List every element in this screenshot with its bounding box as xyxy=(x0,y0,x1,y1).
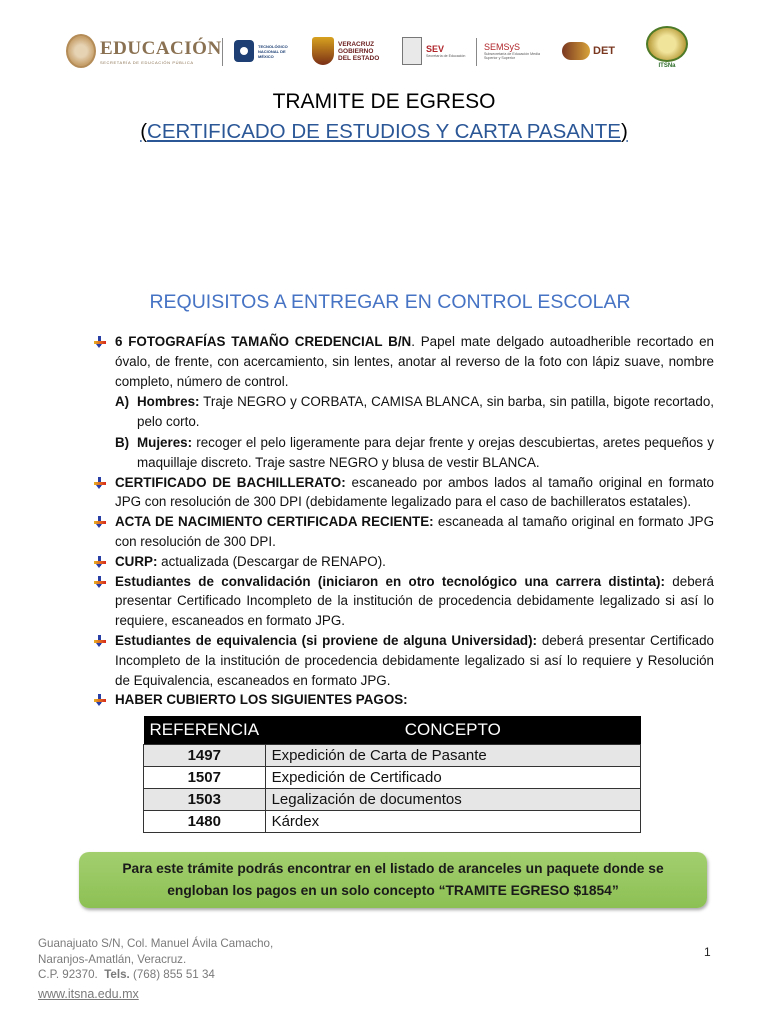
requirement-women-letter: B) xyxy=(115,434,130,450)
phone-number: (768) 855 51 34 xyxy=(132,968,215,981)
phone-label: Tels. xyxy=(104,968,130,981)
column-header-referencia: REFERENCIA xyxy=(144,716,266,745)
document-subtitle xyxy=(0,120,768,144)
requirement-acta-text: escaneada al tamaño original en formato JPG con resolución de 300 DPI. xyxy=(115,514,714,549)
requirement-convalidacion-bold: Estudiantes de convalidación (iniciaron en otro tecnológico una carrera distinta): xyxy=(115,573,665,589)
subtitle-close-paren: ) xyxy=(620,120,628,143)
itsna-logo xyxy=(646,26,688,76)
mexico-seal-icon xyxy=(66,34,96,68)
semsys-logo-text: SEMSyS xyxy=(484,42,521,52)
arrow-bullet-icon xyxy=(94,576,106,588)
requirements-list xyxy=(94,332,714,710)
table-row xyxy=(144,811,641,833)
requirement-men-letter: A) xyxy=(115,394,130,410)
arrow-bullet-icon xyxy=(94,336,106,348)
semsys-logo-subtext: Subsecretaría de Educación Media Superior y Superior xyxy=(484,52,540,60)
itsna-wreath-icon xyxy=(646,26,688,62)
itsna-logo-text: ITSNa xyxy=(658,63,676,69)
requirement-bachillerato xyxy=(94,473,714,513)
requirement-women xyxy=(94,433,714,473)
table-row xyxy=(144,789,641,811)
arrow-bullet-icon xyxy=(94,694,106,706)
requirement-bachillerato-text: escaneado por ambos lados al tamaño original en formato JPG con resolución de 300 DPI (debidamente legalizado para el caso de bachilleratos estatales). xyxy=(115,474,714,510)
requirement-photos xyxy=(94,332,714,391)
det-logo-text: DET xyxy=(593,45,615,57)
requirement-equivalencia-text: deberá presentar Certificado Incompleto de la institución de procedencia debidamente legalizado si así lo requiere y Resolución de Equivalencia, escaneados en formato JPG. xyxy=(115,632,714,688)
section-heading: REQUISITOS A ENTREGAR EN CONTROL ESCOLAR xyxy=(149,291,631,313)
address-line-1: Guanajuato S/N, Col. Manuel Ávila Camacho, xyxy=(38,937,274,950)
footer-address xyxy=(38,936,273,983)
column-header-concepto: CONCEPTO xyxy=(265,716,640,745)
sev-logo xyxy=(402,26,465,76)
det-mark-icon xyxy=(562,42,590,60)
requirement-men-bold: Hombres: xyxy=(137,394,200,410)
tecnm-logo xyxy=(234,26,298,76)
subtitle-open-paren: ( xyxy=(140,120,148,143)
requirement-men xyxy=(94,392,714,432)
callout-line-1: Para este trámite podrás encontrar en el listado de aranceles un paquete donde se xyxy=(122,861,664,876)
fee-concept: Expedición de Certificado xyxy=(265,767,640,789)
fees-table xyxy=(143,716,641,833)
sev-crest-icon xyxy=(402,37,422,65)
fee-reference: 1497 xyxy=(144,745,266,767)
sev-logo-text: SEV xyxy=(426,44,445,54)
table-row xyxy=(144,767,641,789)
requirement-photos-bold: 6 FOTOGRAFÍAS TAMAÑO CREDENCIAL B/N xyxy=(115,334,412,349)
requirement-pagos-bold: HABER CUBIERTO LOS SIGUIENTES PAGOS: xyxy=(115,692,408,708)
requirement-acta xyxy=(94,512,714,552)
tecnm-logo-text: TECNOLÓGICO NACIONAL DE MÉXICO xyxy=(258,43,288,59)
address-line-3 xyxy=(38,967,273,983)
requirement-equivalencia xyxy=(94,631,714,690)
package-callout xyxy=(79,852,707,908)
fee-concept: Legalización de documentos xyxy=(265,789,640,811)
arrow-bullet-icon xyxy=(94,635,106,647)
website-link[interactable]: www.itsna.edu.mx xyxy=(38,987,139,1001)
det-logo xyxy=(562,26,615,76)
postal-code: C.P. 92370. xyxy=(38,968,98,981)
arrow-bullet-icon xyxy=(94,556,106,568)
arrow-bullet-icon xyxy=(94,516,106,528)
requirement-convalidacion xyxy=(94,572,714,631)
requirement-acta-bold: ACTA DE NACIMIENTO CERTIFICADA RECIENTE: xyxy=(115,514,434,530)
fee-reference: 1503 xyxy=(144,789,266,811)
educacion-logo-subtext: SECRETARÍA DE EDUCACIÓN PÚBLICA xyxy=(100,59,194,65)
veracruz-logo xyxy=(312,26,384,76)
document-title: TRAMITE DE EGRESO xyxy=(272,90,496,113)
fee-reference: 1507 xyxy=(144,767,266,789)
logo-divider xyxy=(476,38,477,66)
semsys-logo xyxy=(484,26,552,76)
requirement-photos-text: . Papel mate delgado autoadherible recortado en óvalo, de frente, con acercamiento, sin lentes, anotar al reverso de la foto con lápiz suave, nombre completo, número de control. xyxy=(115,334,715,389)
fees-table-header-row xyxy=(144,716,641,745)
header-logos xyxy=(62,26,702,76)
veracruz-shield-icon xyxy=(312,37,334,65)
requirement-pagos xyxy=(94,690,714,710)
requirement-curp-text: actualizada (Descargar de RENAPO). xyxy=(157,553,386,569)
educacion-logo-text: EDUCACIÓN xyxy=(100,37,222,59)
requirement-curp-bold: CURP: xyxy=(115,553,158,569)
subtitle-text: CERTIFICADO DE ESTUDIOS Y CARTA PASANTE xyxy=(147,120,621,143)
tecnm-gear-icon xyxy=(234,40,254,62)
veracruz-logo-text: VERACRUZ GOBIERNO DEL ESTADO xyxy=(338,40,380,62)
requirement-equivalencia-bold: Estudiantes de equivalencia (si proviene de alguna Universidad): xyxy=(115,632,538,648)
requirement-women-bold: Mujeres: xyxy=(137,434,193,450)
requirement-men-text: Traje NEGRO y CORBATA, CAMISA BLANCA, sin barba, sin patilla, bigote recortado, pelo corto. xyxy=(137,394,714,430)
requirement-curp xyxy=(94,552,714,572)
requirement-women-text: recoger el pelo ligeramente para dejar frente y orejas descubiertas, aretes pequeños y maquillaje discreto. Traje sastre NEGRO y blusa de vestir BLANCA. xyxy=(137,434,714,470)
fee-concept: Expedición de Carta de Pasante xyxy=(265,745,640,767)
fee-reference: 1480 xyxy=(144,811,266,833)
page-number: 1 xyxy=(704,945,711,959)
table-row xyxy=(144,745,641,767)
sev-logo-subtext: Secretaría de Educación xyxy=(426,54,466,58)
logo-divider xyxy=(222,38,223,66)
requirement-bachillerato-bold: CERTIFICADO DE BACHILLERATO: xyxy=(115,474,346,490)
address-line-2: Naranjos-Amatlán, Veracruz. xyxy=(38,952,187,966)
arrow-bullet-icon xyxy=(94,477,106,489)
educacion-logo xyxy=(66,26,222,76)
requirement-convalidacion-text: deberá presentar Certificado Incompleto de la institución de procedencia debidamente legalizado si así lo requiere, escaneados en formato JPG. xyxy=(115,573,714,629)
fee-concept: Kárdex xyxy=(265,811,640,833)
callout-line-2: engloban los pagos en un solo concepto “TRAMITE EGRESO $1854” xyxy=(167,883,619,898)
